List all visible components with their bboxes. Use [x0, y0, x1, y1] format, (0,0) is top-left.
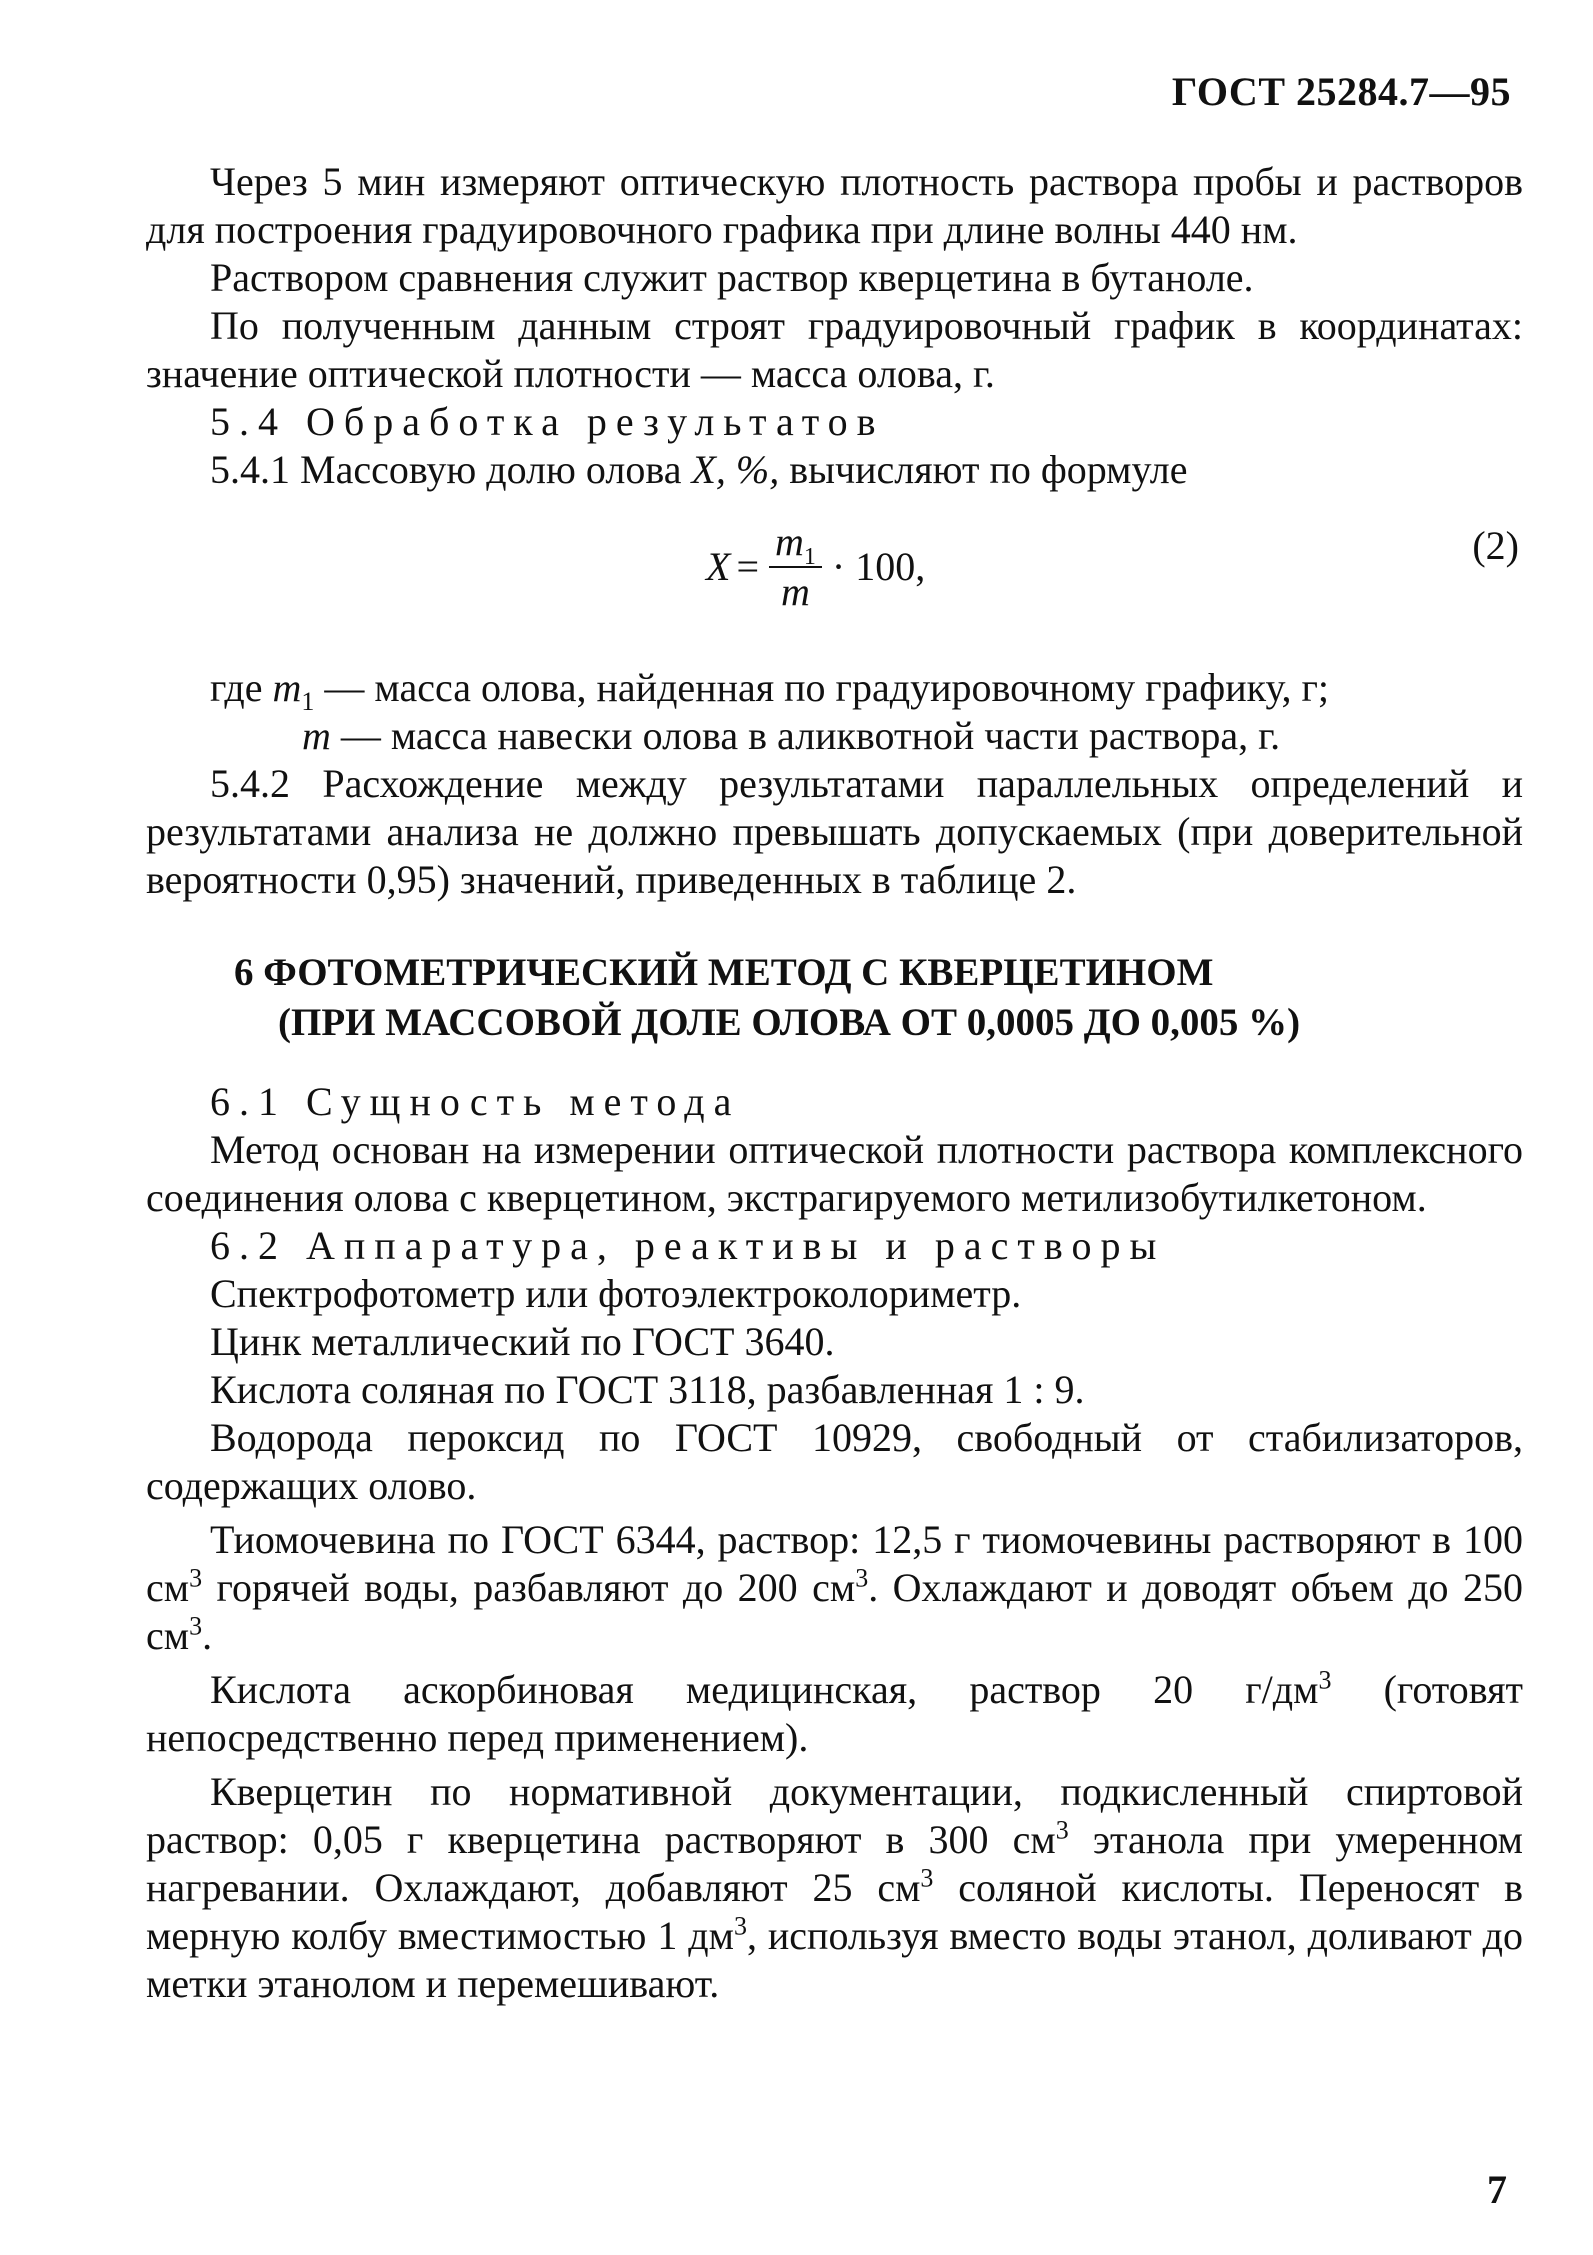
document-body: [146, 158, 1523, 2008]
legend-m1-description: — масса олова, найденная по градуировочному графику, г;: [324, 665, 1329, 710]
section-6-1-text: Метод основан на измерении оптической плотности раствора комплексного соединения олова с кверцетином, экстрагируемого метилизобутилкетоном.: [146, 1127, 1523, 1220]
quercetin-part-d: , используя вместо воды этанол, доливают до метки этанолом и перемешивают.: [146, 1913, 1523, 2006]
numerator-subscript: 1: [803, 544, 816, 570]
page-number: 7: [1487, 2167, 1507, 2212]
reagent-ascorbic-acid: [146, 1666, 1523, 1762]
reagent-thiourea: [146, 1516, 1523, 1660]
legend-m1: [210, 664, 1523, 716]
reagent-zinc: Цинк металлический по ГОСТ 3640.: [210, 1319, 835, 1364]
reagent-hydrogen-peroxide: Водорода пероксид по ГОСТ 10929, свободный от стабилизаторов, содержащих олово.: [146, 1415, 1523, 1508]
formula-rhs: · 100,: [831, 544, 926, 589]
superscript-3: 3: [1318, 1665, 1332, 1695]
variables-legend: [210, 664, 1523, 760]
item-5-4-2: 5.4.2 Расхождение между результатами параллельных определений и результатами анализа не должно превышать допускаемых (при доверительной вероятности 0,95) значений, приведенных в таблице 2.: [146, 761, 1523, 902]
superscript-3: 3: [189, 1611, 203, 1641]
formula-block: [146, 512, 1523, 642]
reagent-spectrophotometer: Спектрофотометр или фотоэлектроколориметр.: [210, 1271, 1022, 1316]
formula-numerator: [769, 520, 822, 568]
paragraph-reference-solution: Раствором сравнения служит раствор кверцетина в бутаноле.: [210, 255, 1254, 300]
formula-lhs: X: [706, 544, 731, 589]
legend-m-variable: m: [302, 713, 331, 758]
section-6-1-title: 6.1 Сущность метода: [210, 1079, 741, 1124]
standard-header: ГОСТ 25284.7—95: [1171, 69, 1511, 114]
legend-prefix: где: [210, 665, 263, 710]
formula-denominator: m: [781, 569, 810, 614]
quercetin-part-a: Кверцетин по нормативной документации, подкисленный спиртовой раствор: 0,05 г кверцетина растворяют в 300 см: [146, 1769, 1523, 1862]
item-5-4-1-tail: вычисляют по формуле: [789, 447, 1188, 492]
thiourea-part-d: .: [202, 1613, 213, 1658]
ascorbic-part-a: Кислота аскорбиновая медицинская, раствор 20 г/дм: [210, 1667, 1319, 1712]
thiourea-part-a: Тиомочевина по ГОСТ 6344, раствор: 12,5 г тиомочевины растворяют в 100 см: [146, 1517, 1523, 1610]
section-6-title-line2: (ПРИ МАССОВОЙ ДОЛЕ ОЛОВА ОТ 0,0005 ДО 0,005 %): [278, 1001, 1301, 1044]
superscript-3: 3: [855, 1563, 869, 1593]
reagent-quercetin: [146, 1768, 1523, 2008]
formula-fraction: [769, 520, 822, 614]
legend-m-description: — масса навески олова в аликвотной части раствора, г.: [340, 713, 1281, 758]
section-6-title: [146, 948, 1523, 1048]
reagent-hydrochloric-acid: Кислота соляная по ГОСТ 3118, разбавленная 1 : 9.: [210, 1367, 1085, 1412]
formula: [706, 520, 925, 614]
numerator-variable: m: [775, 519, 804, 564]
superscript-3: 3: [1055, 1815, 1069, 1845]
item-5-4-1-variable: X, %,: [691, 447, 780, 492]
section-6-title-line1: 6 ФОТОМЕТРИЧЕСКИЙ МЕТОД С КВЕРЦЕТИНОМ: [234, 951, 1214, 994]
paragraph-calibration-graph: По полученным данным строят градуировочный график в координатах: значение оптической плотности — масса олова, г.: [146, 303, 1523, 396]
item-5-4-1: [146, 446, 1523, 494]
item-5-4-1-text: 5.4.1 Массовую долю олова: [210, 447, 682, 492]
legend-m1-subscript: 1: [301, 687, 315, 716]
formula-equals: =: [736, 544, 759, 589]
thiourea-part-c: . Охлаждают и доводят объем до 250 см: [146, 1565, 1524, 1658]
superscript-3: 3: [920, 1863, 934, 1893]
section-6-2-title: 6.2 Аппаратура, реактивы и растворы: [210, 1223, 1166, 1268]
section-5-4-title: 5.4 Обработка результатов: [210, 399, 885, 444]
superscript-3: 3: [189, 1563, 203, 1593]
quercetin-part-b: этанола при умеренном нагревании. Охлаждают, добавляют 25 см: [146, 1817, 1523, 1910]
thiourea-part-b: горячей воды, разбавляют до 200 см: [202, 1565, 856, 1610]
superscript-3: 3: [733, 1911, 747, 1941]
equation-number: (2): [1472, 523, 1519, 568]
quercetin-part-c: соляной кислоты. Переносят в мерную колбу вместимостью 1 дм: [146, 1865, 1523, 1958]
ascorbic-part-b: (готовят непосредственно перед применением).: [146, 1667, 1523, 1760]
legend-m: [210, 712, 1523, 760]
legend-m1-variable: m: [272, 665, 302, 710]
paragraph-measurement: Через 5 мин измеряют оптическую плотность раствора пробы и растворов для построения градуировочного графика при длине волны 440 нм.: [146, 159, 1523, 252]
